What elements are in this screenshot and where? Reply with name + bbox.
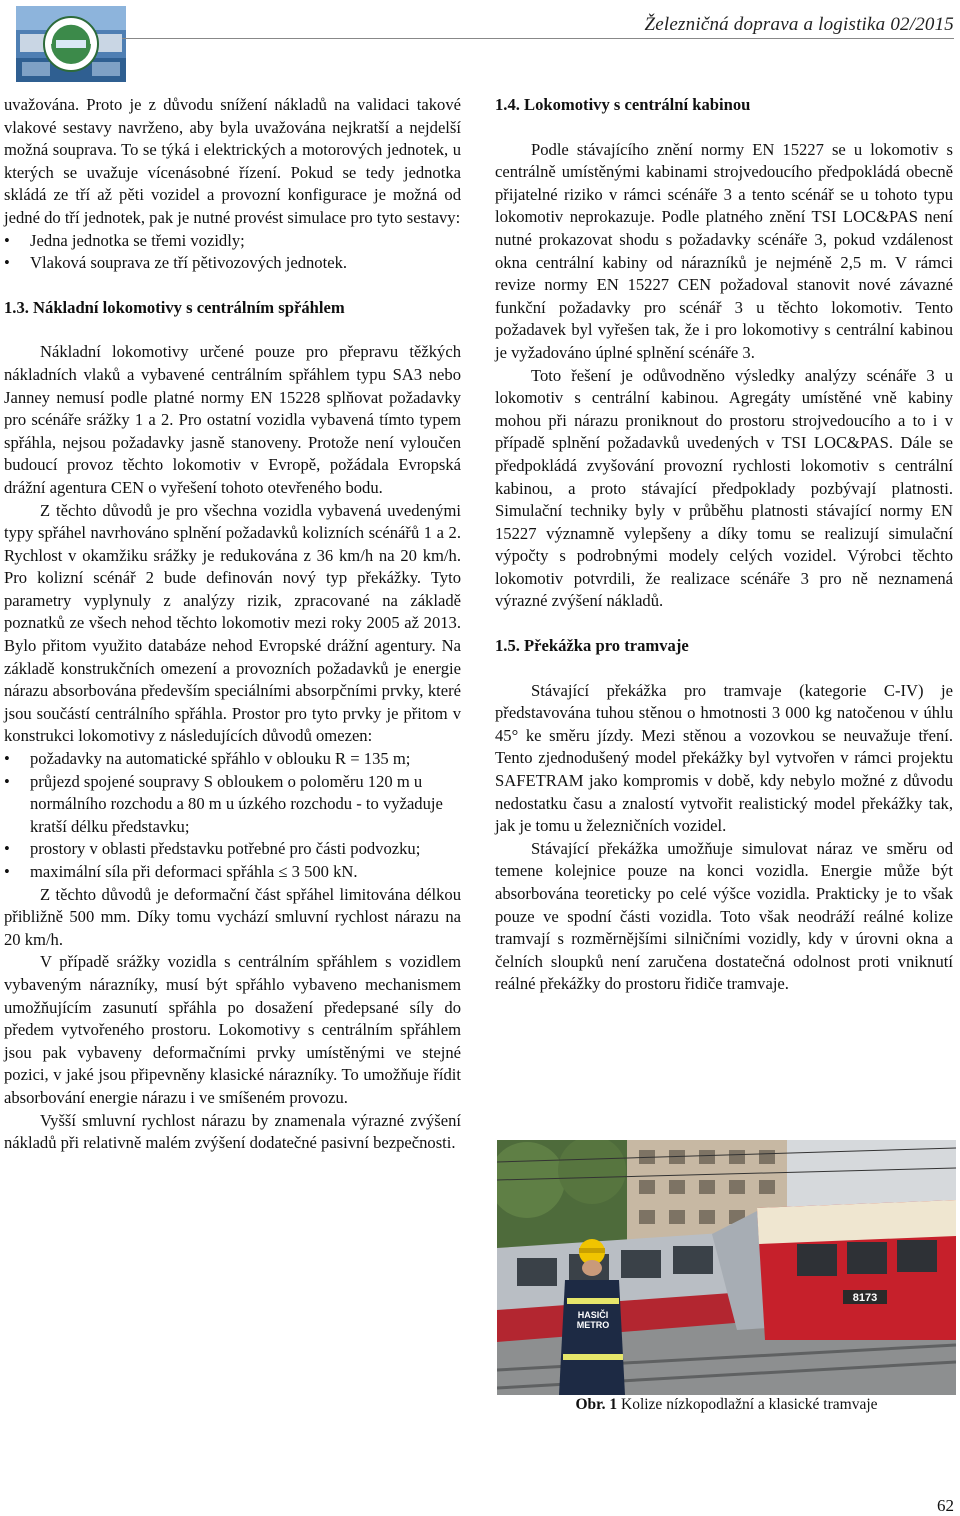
list-item: • Vlaková souprava ze tří pětivozových jednotek. xyxy=(4,252,461,275)
list-item: • průjezd spojené soupravy S obloukem o poloměru 120 m u normálního rozchodu a 80 m u úzkého rozchodu - to vyžaduje kratší délku představku; xyxy=(4,771,461,839)
tram-number-plate: 8173 xyxy=(852,1292,878,1304)
paragraph: Toto řešení je odůvodněno výsledky analýzy scénáře 3 u lokomotiv s centrální kabinou. Agregáty umístěné vně kabiny mohou při nárazu proniknout do prostoru strojvedoucího a to i v případě splnění požadavků uvedených v TSI LOC&PAS. Dále se předpokládá zvyšování provozní rychlosti lokomotiv s centrální kabinou, a proto stávající předpoklady pozbývají platnosti. Simulační techniky byly v průběhu platnosti stávající normy EN 15227 významně vylepšeny a díky tomu se realizují simulační výpočty s podrobnými modely celých vozidel. Výrobci těchto lokomotiv potvrdili, že realizace scénáře 3 pro ně neznamená výrazné zvýšení nákladů. xyxy=(495,365,953,611)
tram-collision-photo xyxy=(497,1140,956,1395)
list-item: • Jedna jednotka se třemi vozidly; xyxy=(4,230,461,253)
paragraph: Nákladní lokomotivy určené pouze pro přepravu těžkých nákladních vlaků a vybavené centrálním spřáhlem typu SA3 nebo Janney nemusí podle platné normy EN 15228 splňovat požadavky pro scénáře srážky 1 a 2. Pro ostatní vozidla vybavená tímto typem spřáhla, nejsou požadavky jasně stanoveny. Protože není vyloučen budoucí provoz těchto lokomotiv v Evropě, požádala Evropská drážní agentura CEN o vyřešení tohoto otevřeného bodu. xyxy=(4,342,461,497)
paragraph: Stávající překážka pro tramvaje (kategorie C-IV) je představována tuhou stěnou o hmotnosti 3 000 kg natočenou v úhlu 45° ke směru jízdy. Mezi stěnou a vozovkou se neuvažuje tření. Tento zjednodušený model překážky byl vytvořen v rámci projektu SAFETRAM jako kompromis v době, kdy nebylo možné z důvodu nedostatku času a znalostí vytvořit realistický model překážky tak, jak je tomu u železničních vozidel. xyxy=(495,680,953,836)
paragraph: uvažována. Proto je z důvodu snížení nákladů na validaci takové vlakové sestavy navrženo, aby byla uvažována nejkratší a nejdelší možná souprava. To se týká i elektrických a motorových jednotek, u kterých se uvažuje vícenásobné řízení. Pokud se tedy jednotka skládá ze tří až pěti vozidel a provozní konfigurace je možná od jedné do tří jednotek, pak je nutné provést simulace pro tyto sestavy: xyxy=(4,95,461,227)
paragraph: Stávající překážka umožňuje simulovat náraz ve směru od temene kolejnice pouze na konci vozidla. Energie může být absorbována teoreticky po celé výšce vozidla. Prakticky je to však pouze ve spodní části vozidla. Toto však neodráží reálné kolize tramvají s rozměrnějšími silničními vozidly, kdy v úrovni okna a čelních sloupků není zaručena dostatečná odolnost proti vniknutí reálné překážky do prostoru řidiče tramvaje. xyxy=(495,838,953,994)
bullet-list-constraints xyxy=(4,748,461,884)
list-item: • prostory v oblasti představku potřebné pro části podvozku; xyxy=(4,838,461,861)
vest-text-metro: METRO xyxy=(576,1320,610,1330)
left-column xyxy=(4,94,461,1155)
vest-text-hasici: HASIČI xyxy=(577,1310,609,1320)
paragraph: Vyšší smluvní rychlost nárazu by znamenala výrazné zvýšení nákladů při relativně malém zvýšení dodatečné pasivní bezpečnosti. xyxy=(4,1110,461,1153)
figure-caption-text: Kolize nízkopodlažní a klasické tramvaje xyxy=(617,1396,878,1413)
railway-journal-logo xyxy=(16,6,126,82)
paragraph: Z těchto důvodů je pro všechna vozidla vybavená uvedenými typy spřáhel navrhováno splnění požadavků kolizních scénářů 1 a 2. Rychlost v okamžiku srážky je redukována z 36 km/h na 20 km/h. Pro kolizní scénář 2 bude definován nový typ překážky. Tyto parametry vyplynuly z analýzy rizik, zpracované na základě poznatků ze všech nehod těchto lokomotiv mezi roky 2005 až 2013. Bylo přitom využito databáze nehod Evropské drážní agentury. Na základě konstrukčních omezení a provozních požadavků je energie nárazu absorbována především speciálními absorpčními prvky, které jsou součástí centrálního spřáhla. Prostor pro tyto prvky je přitom v konstrukci lokomotivy z následujících důvodů omezen: xyxy=(4,500,461,746)
figure-label: Obr. 1 xyxy=(575,1396,618,1413)
paragraph: Podle stávajícího znění normy EN 15227 se u lokomotiv s centrálně umístěnými kabinami strojvedoucího předpokládá obecně přijatelné riziko v rámci scénáře 3 a tento scénář se u tohoto typu lokomotiv neprokazuje. Podle platného znění TSI LOC&PAS není nutné prokazovat shodu s požadavky scénáře 3, pokud vzdálenost okna centrální kabiny od nárazníků je nejméně 2,5 m. V rámci revize normy EN 15227 CEN požadoval stanovit nové závazné funkční požadavky pro scénář 3 u těchto lokomotiv. Tento požadavek byl vyřešen tak, že i pro lokomotivy s centrální kabinou je vyžadováno úplné splnění scénáře 3. xyxy=(495,139,953,362)
right-column xyxy=(495,94,953,996)
figure-caption xyxy=(497,1396,956,1414)
paragraph: V případě srážky vozidla s centrálním spřáhlem s vozidlem vybaveným nárazníky, musí být spřáhlo vybaveno mechanismem umožňujícím zasunutí spřáhla po dosažení předepsané síly do předem vytvořeného prostoru. Lokomotivy s centrálním spřáhlem jsou pak vybaveny deformačními prvky umístěnými ve stejné pozici, v jaké jsou připevněny klasické nárazníky. To umožňuje řídit absorbování energie nárazu i ve smíšeném provozu. xyxy=(4,952,461,1107)
list-item: • maximální síla při deformaci spřáhla ≤ 3 500 kN. xyxy=(4,861,461,884)
page-number: 62 xyxy=(937,1496,954,1515)
paragraph: Z těchto důvodů je deformační část spřáhel limitována délkou přibližně 500 mm. Díky tomu vychází smluvní rychlost nárazu na 20 km/h. xyxy=(4,884,461,949)
bullet-list-configurations xyxy=(4,230,461,275)
section-heading-1-5: 1.5. Překážka pro tramvaje xyxy=(495,636,689,656)
header-rule xyxy=(122,38,954,39)
journal-title: Železničná doprava a logistika 02/2015 xyxy=(644,14,954,35)
list-item: • požadavky na automatické spřáhlo v oblouku R = 135 m; xyxy=(4,748,461,771)
section-heading-1-3: 1.3. Nákladní lokomotivy s centrálním spřáhlem xyxy=(4,297,345,317)
section-heading-1-4: 1.4. Lokomotivy s centrální kabinou xyxy=(495,95,751,114)
